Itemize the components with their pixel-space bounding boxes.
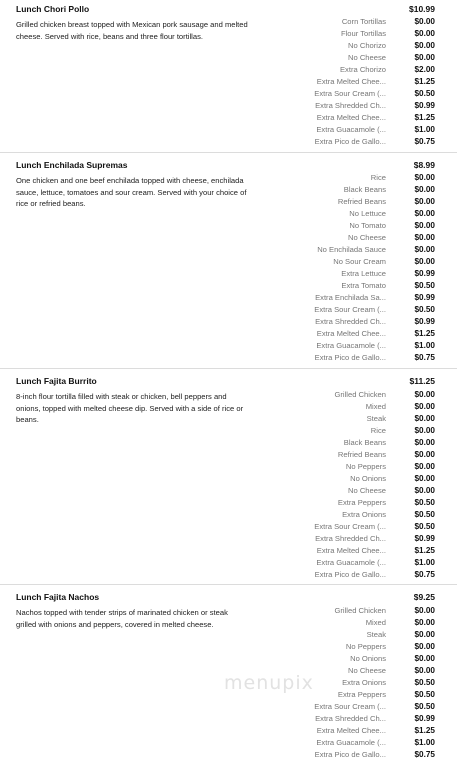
option-price: $0.00 [414,232,435,242]
option-name: Extra Onions [342,677,386,687]
option-row[interactable] [250,231,435,243]
option-row[interactable] [250,99,435,111]
option-price: $0.00 [414,208,435,218]
option-price: $0.50 [414,689,435,699]
option-name: No Enchilada Sauce [317,244,386,254]
option-name: Grilled Chicken [334,605,386,615]
item-name: Lunch Fajita Nachos [16,592,100,602]
option-price: $0.75 [414,569,435,579]
option-row[interactable] [250,279,435,291]
item-name: Lunch Chori Pollo [16,4,90,14]
option-price: $0.00 [414,28,435,38]
option-row[interactable] [250,568,435,580]
option-name: Extra Shredded Ch... [315,100,386,110]
option-row[interactable] [250,39,435,51]
option-price: $0.00 [414,485,435,495]
option-name: Extra Peppers [337,689,386,699]
option-name: Extra Pico de Gallo... [314,749,386,759]
option-price: $0.00 [414,665,435,675]
option-name: No Cheese [348,665,386,675]
option-price: $0.00 [414,629,435,639]
option-row[interactable] [250,195,435,207]
option-price: $0.00 [414,401,435,411]
option-name: No Sour Cream [333,256,386,266]
option-price: $1.25 [414,328,435,338]
option-row[interactable] [250,135,435,147]
option-price: $0.00 [414,425,435,435]
option-row[interactable] [250,219,435,231]
option-row[interactable] [250,520,435,532]
option-price: $1.25 [414,76,435,86]
option-row[interactable] [250,255,435,267]
option-row[interactable] [250,496,435,508]
item-description: Nachos topped with tender strips of marinated chicken or steak grilled with onions and peppers, covered in melted cheese. [16,608,228,629]
option-name: Extra Tomato [341,280,386,290]
option-price: $0.50 [414,509,435,519]
option-name: Extra Enchilada Sa... [315,292,386,302]
option-name: Rice [370,425,386,435]
option-row[interactable] [250,544,435,556]
option-name: No Lettuce [349,208,386,218]
option-name: No Cheese [348,52,386,62]
option-row[interactable] [250,51,435,63]
option-price: $0.00 [414,52,435,62]
option-row[interactable] [250,652,435,664]
option-row[interactable] [250,748,435,760]
option-price: $0.50 [414,521,435,531]
option-row[interactable] [250,267,435,279]
option-price: $0.00 [414,617,435,627]
option-row[interactable] [250,75,435,87]
option-name: Black Beans [343,437,386,447]
option-price: $1.00 [414,557,435,567]
option-name: Extra Guacamole (... [316,557,386,567]
option-name: Extra Sour Cream (... [314,88,386,98]
option-price: $0.00 [414,172,435,182]
option-row[interactable] [250,339,435,351]
option-price: $0.50 [414,304,435,314]
option-name: Extra Shredded Ch... [315,533,386,543]
option-list [250,388,435,580]
option-row[interactable] [250,724,435,736]
option-row[interactable] [250,604,435,616]
option-price: $0.50 [414,88,435,98]
option-name: Mixed [365,401,386,411]
option-price: $0.00 [414,16,435,26]
option-price: $2.00 [414,64,435,74]
option-price: $0.99 [414,268,435,278]
item-description: One chicken and one beef enchilada topped with cheese, enchilada sauce, lettuce, tomatoes and sour cream. Served with your choice of rice or refried beans. [16,176,247,209]
option-price: $0.00 [414,40,435,50]
option-price: $1.25 [414,545,435,555]
option-name: No Tomato [349,220,386,230]
item-price: $11.25 [409,376,435,386]
option-name: Rice [370,172,386,182]
option-name: Mixed [365,617,386,627]
option-price: $0.00 [414,389,435,399]
option-row[interactable] [250,736,435,748]
option-price: $0.75 [414,352,435,362]
option-name: Extra Guacamole (... [316,737,386,747]
item-description: Grilled chicken breast topped with Mexican pork sausage and melted cheese. Served with rice, beans and three flour tortillas. [16,20,248,41]
option-price: $0.50 [414,497,435,507]
option-price: $0.50 [414,701,435,711]
menu-item-chori-pollo[interactable] [0,0,457,153]
option-price: $1.00 [414,340,435,350]
option-row[interactable] [250,171,435,183]
option-name: Steak [366,413,386,423]
option-name: Extra Onions [342,509,386,519]
option-name: No Onions [350,653,386,663]
option-row[interactable] [250,484,435,496]
menu-item-enchilada-supremas[interactable] [0,153,457,369]
option-row[interactable] [250,400,435,412]
option-row[interactable] [250,472,435,484]
option-row[interactable] [250,532,435,544]
option-name: Extra Peppers [337,497,386,507]
option-row[interactable] [250,424,435,436]
option-price: $0.75 [414,136,435,146]
option-name: Extra Chorizo [339,64,386,74]
option-row[interactable] [250,412,435,424]
item-name: Lunch Enchilada Supremas [16,160,128,170]
option-list [250,15,435,147]
option-price: $0.00 [414,653,435,663]
option-name: Extra Lettuce [341,268,386,278]
option-name: Extra Melted Chee... [316,112,386,122]
option-row[interactable] [250,123,435,135]
option-price: $0.00 [414,605,435,615]
option-price: $0.00 [414,184,435,194]
item-name: Lunch Fajita Burrito [16,376,97,386]
option-price: $0.00 [414,244,435,254]
option-price: $0.50 [414,280,435,290]
option-row[interactable] [250,15,435,27]
option-price: $0.00 [414,641,435,651]
option-row[interactable] [250,700,435,712]
option-row[interactable] [250,351,435,363]
option-name: Extra Sour Cream (... [314,521,386,531]
option-name: Extra Guacamole (... [316,124,386,134]
option-row[interactable] [250,448,435,460]
option-row[interactable] [250,315,435,327]
option-name: No Chorizo [348,40,386,50]
option-name: Refried Beans [337,196,386,206]
option-name: Extra Pico de Gallo... [314,352,386,362]
option-name: Extra Melted Chee... [316,328,386,338]
option-name: No Peppers [345,641,386,651]
option-price: $0.00 [414,256,435,266]
option-row[interactable] [250,63,435,75]
option-price: $0.00 [414,461,435,471]
option-row[interactable] [250,640,435,652]
option-row[interactable] [250,628,435,640]
option-name: No Cheese [348,485,386,495]
option-row[interactable] [250,436,435,448]
option-name: Extra Shredded Ch... [315,316,386,326]
option-row[interactable] [250,183,435,195]
option-name: Extra Guacamole (... [316,340,386,350]
option-name: Extra Shredded Ch... [315,713,386,723]
option-price: $1.00 [414,124,435,134]
option-row[interactable] [250,291,435,303]
option-price: $1.25 [414,112,435,122]
option-price: $0.00 [414,449,435,459]
option-price: $0.99 [414,713,435,723]
option-price: $0.00 [414,473,435,483]
option-name: No Cheese [348,232,386,242]
option-row[interactable] [250,556,435,568]
option-name: No Peppers [345,461,386,471]
option-price: $0.00 [414,413,435,423]
option-price: $0.99 [414,316,435,326]
option-row[interactable] [250,712,435,724]
option-row[interactable] [250,388,435,400]
option-price: $0.75 [414,749,435,759]
menu-item-fajita-burrito[interactable] [0,369,457,585]
option-row[interactable] [250,87,435,99]
option-price: $0.00 [414,220,435,230]
option-price: $0.99 [414,292,435,302]
option-row[interactable] [250,508,435,520]
option-price: $1.00 [414,737,435,747]
option-name: Extra Pico de Gallo... [314,136,386,146]
item-description: 8-inch flour tortilla filled with steak or chicken, bell peppers and onions, topped with melted cheese dip. Served with a side of rice or beans. [16,392,244,425]
option-row[interactable] [250,460,435,472]
option-row[interactable] [250,243,435,255]
option-row[interactable] [250,616,435,628]
option-price: $1.25 [414,725,435,735]
option-price: $0.00 [414,196,435,206]
option-row[interactable] [250,327,435,339]
option-name: Grilled Chicken [334,389,386,399]
option-list [250,171,435,363]
option-name: Flour Tortillas [340,28,386,38]
option-name: Steak [366,629,386,639]
option-name: Black Beans [343,184,386,194]
item-price: $10.99 [409,4,435,14]
option-name: Refried Beans [337,449,386,459]
option-row[interactable] [250,111,435,123]
option-price: $0.99 [414,100,435,110]
option-row[interactable] [250,207,435,219]
option-name: Extra Sour Cream (... [314,304,386,314]
item-price: $8.99 [413,160,435,170]
option-row[interactable] [250,303,435,315]
option-name: Extra Melted Chee... [316,725,386,735]
option-price: $0.50 [414,677,435,687]
menupix-watermark: menupix [224,672,314,694]
option-row[interactable] [250,27,435,39]
option-name: Extra Pico de Gallo... [314,569,386,579]
option-name: Extra Melted Chee... [316,545,386,555]
option-price: $0.00 [414,437,435,447]
option-name: Extra Melted Chee... [316,76,386,86]
option-name: Extra Sour Cream (... [314,701,386,711]
option-name: Corn Tortillas [341,16,386,26]
option-price: $0.99 [414,533,435,543]
option-name: No Onions [350,473,386,483]
item-price: $9.25 [413,592,435,602]
